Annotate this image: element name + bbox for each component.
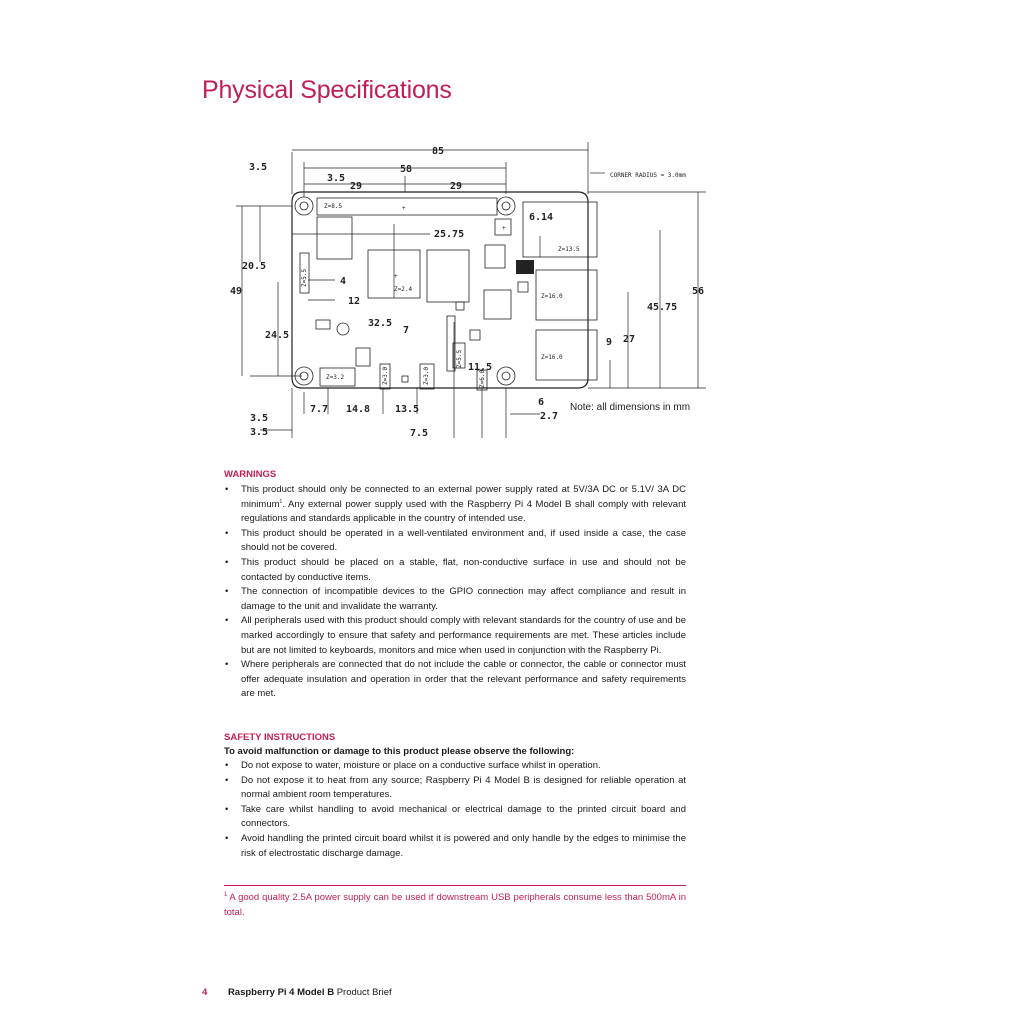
z-label-soc: Z=2.4 <box>394 286 413 293</box>
soc-chip <box>368 250 469 302</box>
dim-56: 56 <box>692 286 705 297</box>
safety-heading: SAFETY INSTRUCTIONS <box>224 732 336 743</box>
dim-3-5-bottom-2: 3.5 <box>250 427 269 438</box>
z-label-usb-1: Z=16.0 <box>541 293 563 300</box>
corner-radius-label: CORNER RADIUS = 3.0mm <box>610 172 686 179</box>
dim-6: 6 <box>538 397 545 408</box>
pcb-components <box>300 217 534 390</box>
z-label-cam: Z=6.0 <box>479 369 486 388</box>
footnote-ref: 1 <box>279 498 283 505</box>
dimensions-note: Note: all dimensions in mm <box>570 402 691 413</box>
page-title: Physical Specifications <box>202 76 452 104</box>
dim-3-5-inner: 3.5 <box>327 173 346 184</box>
warnings-heading: WARNINGS <box>224 469 277 480</box>
dim-7-5: 7.5 <box>410 428 429 439</box>
dim-29-a: 29 <box>350 181 363 192</box>
dimension-lines <box>236 142 706 438</box>
z-label-ethernet: Z=13.5 <box>558 246 580 253</box>
footnote <box>224 891 686 920</box>
dim-85: 85 <box>432 146 445 157</box>
dim-7-7: 7.7 <box>310 404 329 415</box>
ethernet-port <box>523 202 597 257</box>
dim-32-5: 32.5 <box>368 318 393 329</box>
dim-2-7: 2.7 <box>540 411 559 422</box>
svg-text:+: + <box>402 205 406 212</box>
safety-item: • Do not expose it to heat from any source; Raspberry Pi 4 Model B is designed for reliable operation at normal ambient room temperatures. <box>224 774 686 803</box>
dim-4: 4 <box>340 276 347 287</box>
safety-list <box>224 759 686 861</box>
svg-text:+: + <box>394 273 398 280</box>
gpio-header <box>317 198 497 215</box>
warnings-list <box>224 483 686 702</box>
footer-product-name: Raspberry Pi 4 Model B <box>227 987 335 998</box>
dim-25-75: 25.75 <box>434 229 465 240</box>
warnings-section <box>224 469 686 702</box>
footer-doc-type: Product Brief <box>336 987 392 998</box>
safety-item: • Take care whilst handling to avoid mechanical or electrical damage to the printed circuit board and connectors. <box>224 803 686 832</box>
page-number: 4 <box>202 987 208 998</box>
dim-49: 49 <box>230 286 243 297</box>
dim-9: 9 <box>606 337 613 348</box>
dimension-labels <box>230 146 704 439</box>
dim-12: 12 <box>348 296 361 307</box>
dim-58: 58 <box>400 164 413 175</box>
safety-item: • Do not expose to water, moisture or place on a conductive surface whilst in operation. <box>224 759 686 774</box>
dim-45-75: 45.75 <box>647 302 678 313</box>
warning-item: • This product should only be connected to an external power supply rated at 5V/3A DC or 5.1V/ 3A DC minimum$^1$. Any external power supply used with the Raspberry Pi 4 Model B shall comply with relevant regulations and standards applicable in the country of intended use. <box>224 483 686 527</box>
dim-6-14: 6.14 <box>529 212 554 223</box>
footnote-mark: 1 <box>224 891 228 898</box>
warning-item: • This product should be placed on a stable, flat, non-conductive surface in use and should not be contacted by conductive items. <box>224 556 686 585</box>
dim-3-5-bottom-1: 3.5 <box>250 413 269 424</box>
z-label-left: Z=5.5 <box>301 268 308 287</box>
dim-14-8: 14.8 <box>346 404 371 415</box>
dim-24-5: 24.5 <box>265 330 290 341</box>
z-label-bottom: Z=3.2 <box>326 374 345 381</box>
dim-13-5: 13.5 <box>395 404 420 415</box>
warning-item: • Where peripherals are connected that do not include the cable or connector, the cable or connector must offer adequate insulation and operation in order that the relevant performance and safety requirements are met. <box>224 658 686 702</box>
safety-section <box>224 732 686 861</box>
warning-item: • The connection of incompatible devices to the GPIO connection may affect compliance and result in damage to the unit and invalidate the warranty. <box>224 585 686 614</box>
z-label-top: Z=8.5 <box>324 203 343 210</box>
footnote-text: A good quality 2.5A power supply can be used if downstream USB peripherals consume less than 500mA in total. <box>224 892 686 918</box>
dim-20-5: 20.5 <box>242 261 267 272</box>
footnote-divider <box>224 885 686 886</box>
safety-subheading: To avoid malfunction or damage to this product please observe the following: <box>224 746 575 757</box>
dim-29-b: 29 <box>450 181 463 192</box>
page-footer <box>202 987 392 998</box>
z-label-audio: Z=5.5 <box>456 349 463 368</box>
dim-27: 27 <box>623 334 636 345</box>
svg-text:+: + <box>502 225 506 232</box>
z-label-hdmi-1: Z=3.0 <box>382 366 389 385</box>
dim-7: 7 <box>403 325 410 336</box>
warning-item: • This product should be operated in a well-ventilated environment and, if used inside a case, the case should not be covered. <box>224 527 686 556</box>
mechanical-drawing <box>220 132 720 442</box>
dim-3-5-top: 3.5 <box>249 162 268 173</box>
dim-11-5: 11.5 <box>468 362 493 373</box>
z-label-hdmi-2: Z=3.0 <box>423 366 430 385</box>
z-label-usb-2: Z=16.0 <box>541 354 563 361</box>
safety-item: • Avoid handling the printed circuit board whilst it is powered and only handle by the edges to minimise the risk of electrostatic discharge damage. <box>224 832 686 861</box>
warning-item: • All peripherals used with this product should comply with relevant standards for the country of use and be marked accordingly to ensure that safety and performance requirements are met. These articles include but are not limited to keyboards, monitors and mice when used in conjunction with the Raspberry Pi. <box>224 614 686 658</box>
